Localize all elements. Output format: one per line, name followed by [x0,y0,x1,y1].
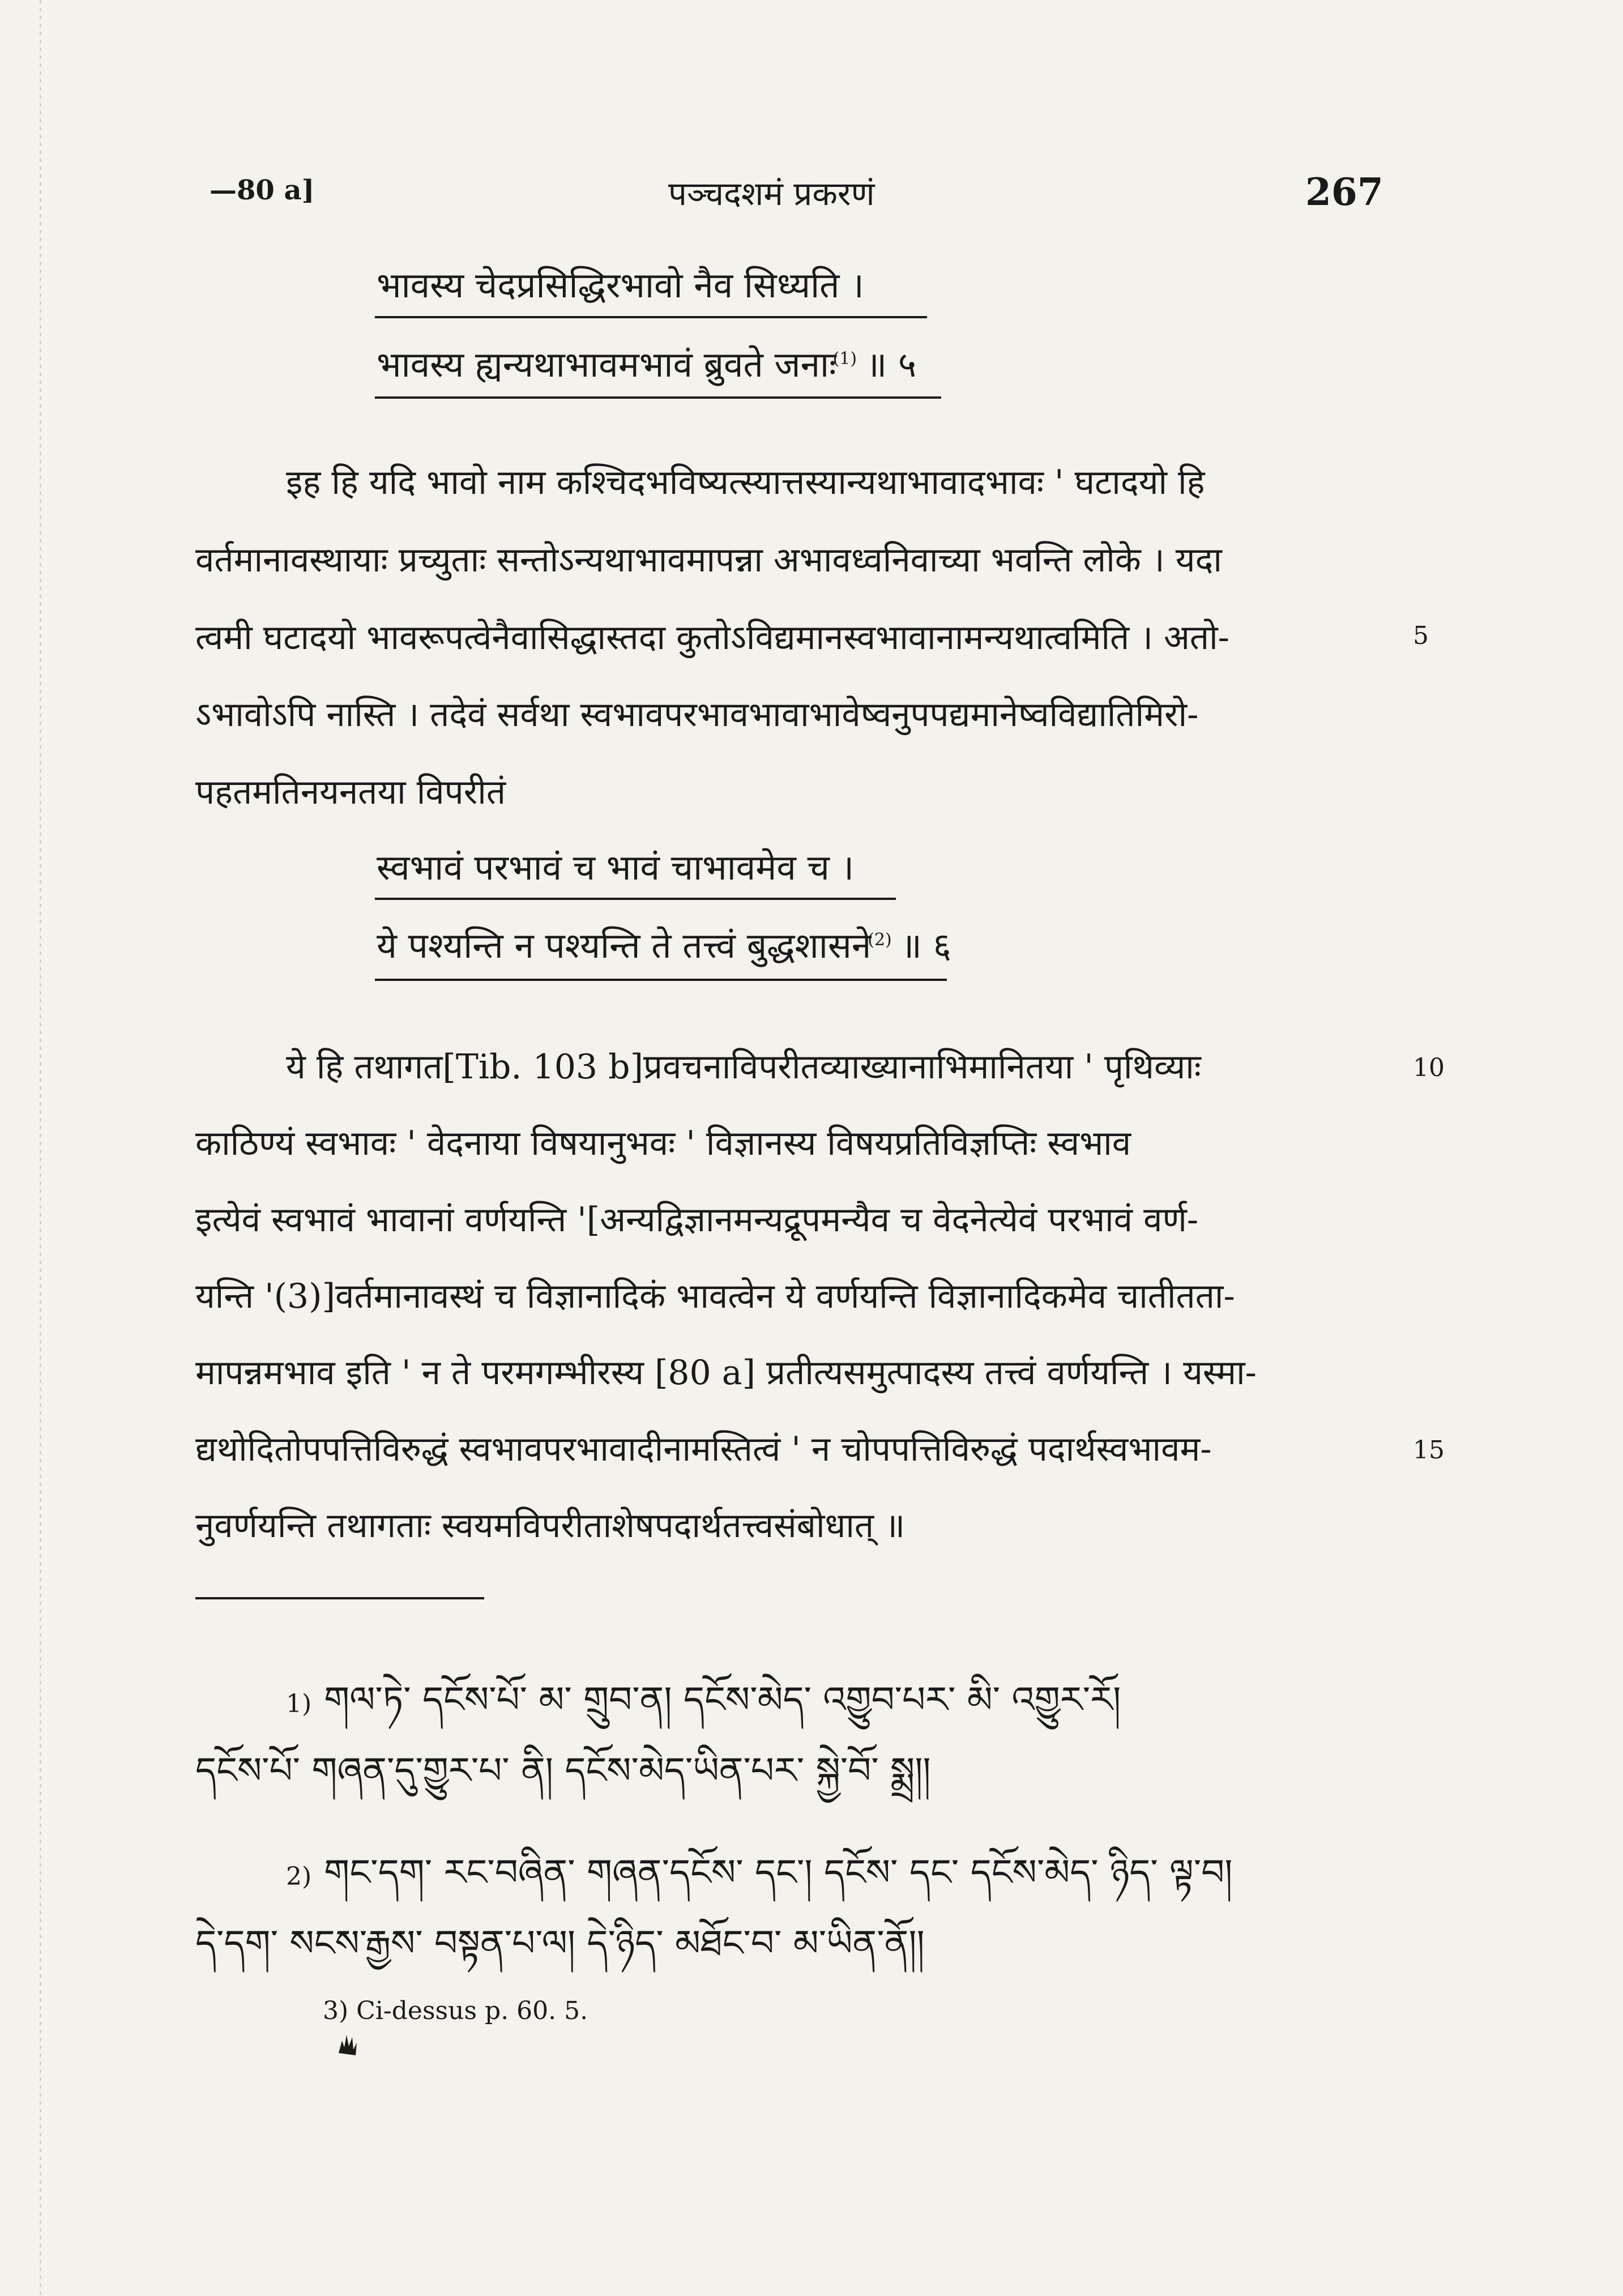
running-head [0,170,1623,221]
running-head-left: —80 a] [210,174,315,206]
prose-2-line-6: द्यथोदितोपपत्तिविरुद्धं स्वभावपरभावादीनामस्तित्वं ' न चोपपत्तिविरुद्धं पदार्थस्वभावम- [195,1429,1212,1469]
prose-1-line-2: वर्तमानावस्थायाः प्रच्युताः सन्तोऽन्यथाभावमापन्ना अभावध्वनिवाच्या भवन्ति लोके । यदा [195,540,1222,580]
footnote-separator [195,1597,484,1599]
footnote-3: 3) Ci-dessus p. 60. 5. [323,1996,588,2025]
footnote-2-label: 2) [286,1862,312,1891]
footnote-2-line-2: དེ་དག་ སངས་རྒྱས་ བསྟན་པ་ལ། དེ་ཉིད་ མཐོང་བ་ མ་ཡིན་ནོ།། [195,1923,925,1965]
line-number-5: 5 [1413,621,1429,650]
footnote-1-line-2: དངོས་པོ་ གཞན་དུ་གྱུར་པ་ ནི། དངོས་མེད་ཡིན་པར་ སྐྱེ་བོ་ སྨྲ།། [195,1750,931,1792]
verse-6-line-2-text: ये पश्यन्ति न पश्यन्ति ते तत्त्वं बुद्धशासने [377,925,872,966]
page-number: 267 [1305,170,1383,214]
footnote-ref-2[interactable]: (2) [868,930,892,950]
verse-6-underline-1 [375,898,896,900]
verse-5-line-2 [377,340,916,387]
verse-5-underline-2 [375,396,941,399]
footnote-ref-1[interactable]: (1) [832,349,857,369]
footnote-1-text-1: གལ་ཏེ་ དངོས་པོ་ མ་ གྲུབ་ན། དངོས་མེད་ འགྱུབ་པར་ མི་ འགྱུར་རོ། [324,1679,1121,1721]
verse-5-line-2-text: भावस्य ह्यन्यथाभावमभावं ब्रुवते जनाः [377,344,836,385]
scan-edge-line [40,0,41,2296]
verse-5-line-1: भावस्य चेदप्रसिद्धिरभावो नैव सिध्यति । [377,264,864,306]
prose-2-line-5: मापन्नमभाव इति ' न ते परमगम्भीरस्य [80 a] प्रतीत्यसमुत्पादस्य तत्त्वं वर्णयन्ति । यस्मा- [195,1353,1257,1393]
verse-6-line-1: स्वभावं परभावं च भावं चाभावमेव च । [377,847,855,888]
prose-2-line-4: यन्ति '(3)]वर्तमानावस्थं च विज्ञानादिकं भावत्वेन ये वर्णयन्ति विज्ञानादिकमेव चातीतता- [195,1277,1235,1316]
prose-1-line-3: त्वमी घटादयो भावरूपत्वेनैवासिद्धास्तदा कुतोऽविद्यमानस्वभावानामन्यथात्वमिति । अतो- [195,618,1229,658]
prose-2-line-2: काठिण्यं स्वभावः ' वेदनाया विषयानुभवः ' विज्ञानस्य विषयप्रतिविज्ञप्तिः स्वभाव [195,1124,1131,1163]
footnote-2-text-1: གང་དག་ རང་བཞིན་ གཞན་དངོས་ དང་། དངོས་ དང་ དངོས་མེད་ ཉིད་ ལྟ་བ། [324,1852,1233,1894]
line-number-10: 10 [1413,1053,1445,1082]
verse-6-line-2 [377,921,951,968]
verse-6-underline-2 [375,979,947,981]
prose-1-line-5: पहतमतिनयनतया विपरीतं [195,773,506,812]
footnote-1-label: 1) [286,1689,312,1718]
verse-number-5: ॥ ५ [866,344,917,385]
prose-1-line-1: इह हि यदि भावो नाम कश्चिदभविष्यत्स्यात्तस्यान्यथाभावादभावः ' घटादयो हि [286,463,1205,502]
verse-5-underline-1 [375,316,927,318]
line-number-15: 15 [1413,1436,1445,1465]
running-head-title: पञ्चदशमं प्रकरणं [668,174,875,213]
verse-number-6: ॥ ६ [900,925,951,966]
prose-2-line-7: नुवर्णयन्ति तथागताः स्वयमविपरीताशेषपदार्थतत्त्वसंबोधात् ॥ [195,1506,906,1546]
prose-2-line-1: ये हि तथागत[Tib. 103 b]प्रवचनाविपरीतव्याख्यानाभिमानितया ' पृथिव्याः [286,1047,1201,1087]
ink-blot-mark [334,2030,360,2059]
prose-1-line-4: ऽभावोऽपि नास्ति । तदेवं सर्वथा स्वभावपरभावभावाभावेष्वनुपपद्यमानेष्वविद्यातिमिरो- [195,695,1199,735]
prose-2-line-3: इत्येवं स्वभावं भावानां वर्णयन्ति '[अन्यद्विज्ञानमन्यद्रूपमन्यैव च वेदनेत्येवं परभावं वर्ण- [195,1200,1199,1240]
